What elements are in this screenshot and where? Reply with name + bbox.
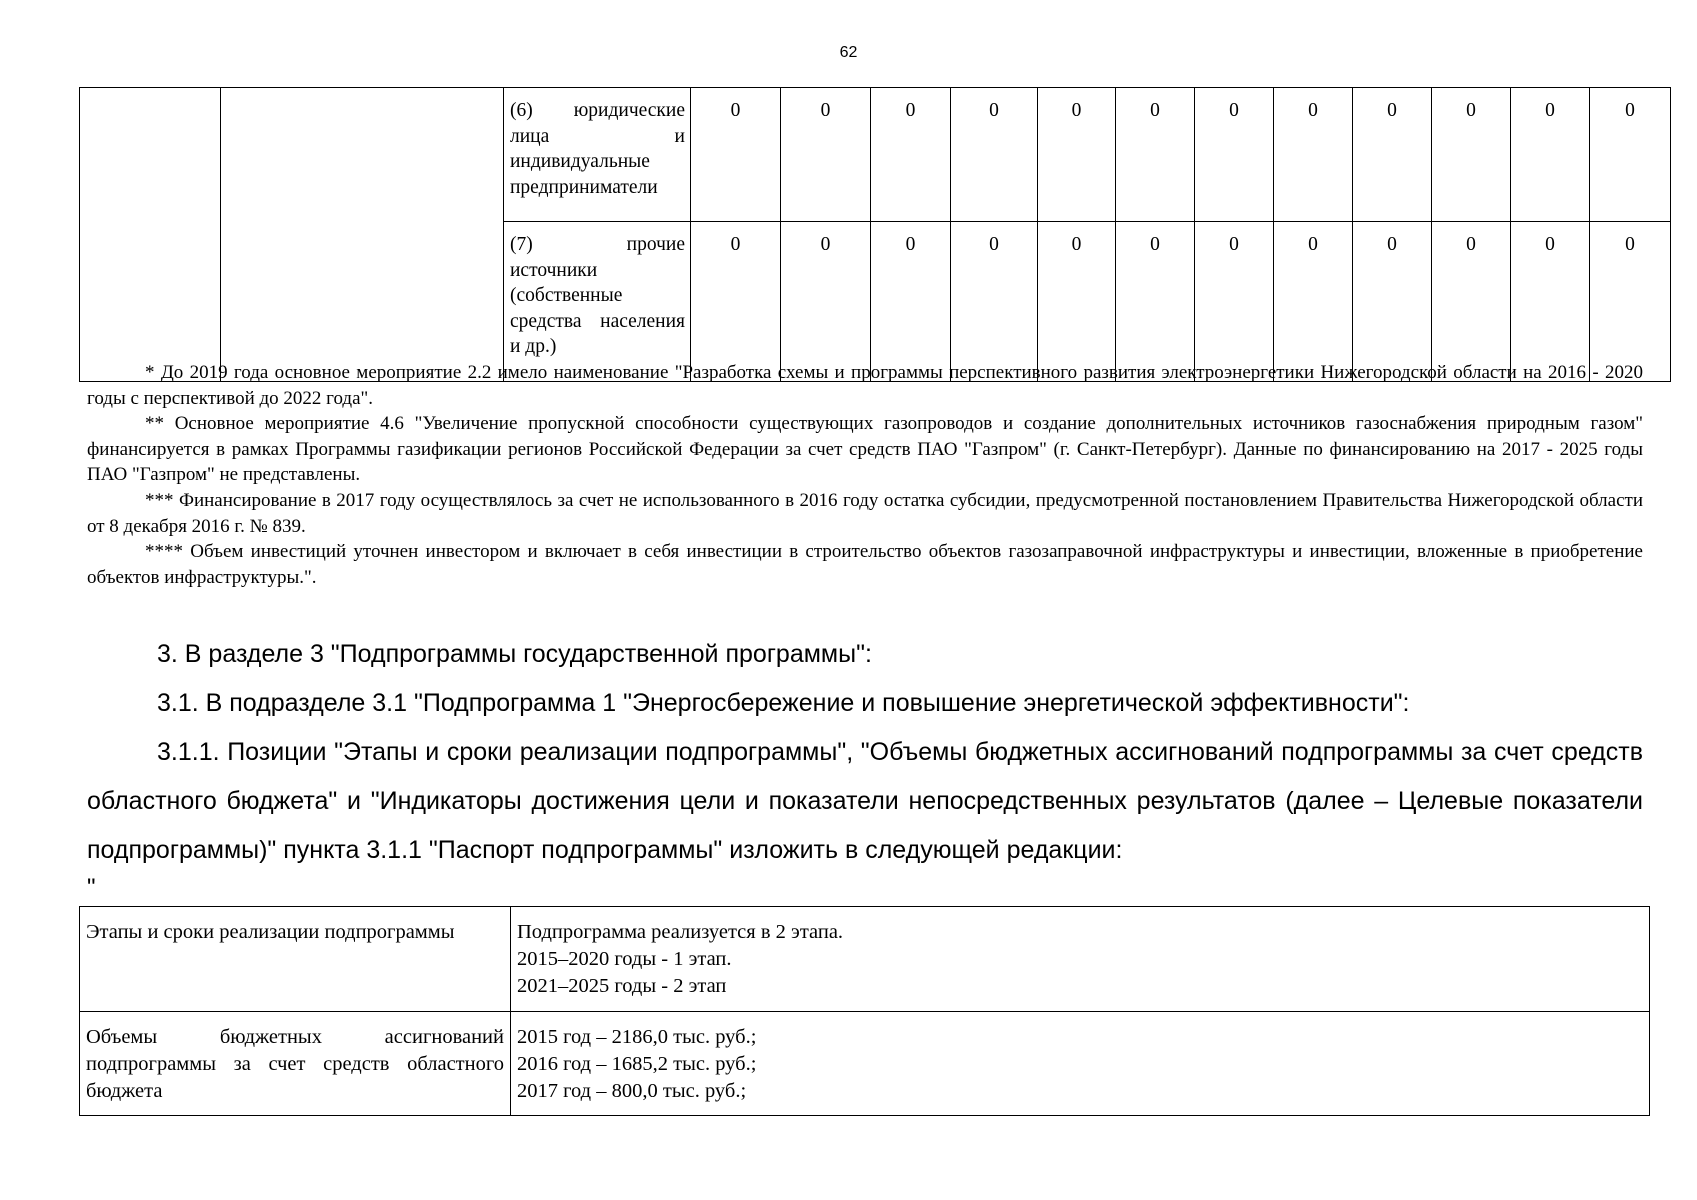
source-cell: (6) юридические лица и индивидуальные предприниматели <box>504 88 691 222</box>
footnote: * До 2019 года основное мероприятие 2.2 имело наименование "Разработка схемы и программы перспективного развития электроэнергетики Нижегородской области на 2016 - 2020 годы с перспективой до 2022 года". <box>87 362 1643 409</box>
text-line: 2015–2020 годы - 1 этап. <box>517 948 732 970</box>
text-line: Подпрограмма реализуется в 2 этапа. <box>517 921 844 943</box>
value-cell: 0 <box>1511 222 1590 382</box>
label-cell: Объемы бюджетных ассигнований подпрограммы за счет средств областного бюджета <box>80 1012 511 1116</box>
value-cell: 0 <box>1038 222 1116 382</box>
paragraph: 3.1.1. Позиции "Этапы и сроки реализации подпрограммы", "Объемы бюджетных ассигнований подпрограммы за счет средств областного бюджета" и "Индикаторы достижения цели и показатели непосредственных результатов (далее – Целевые показатели подпрограммы)" пункта 3.1.1 "Паспорт подпрограммы" изложить в следующей редакции: <box>87 738 1643 864</box>
value-cell: 0 <box>1590 88 1671 222</box>
value-cell: 0 <box>1038 88 1116 222</box>
value-cell: 0 <box>951 222 1038 382</box>
value-cell: 0 <box>871 222 951 382</box>
empty-cell <box>221 88 504 382</box>
footnotes <box>87 360 1643 590</box>
table-row <box>80 907 1650 1012</box>
value-cell: 0 <box>1590 222 1671 382</box>
empty-cell <box>80 88 221 382</box>
source-cell: (7) прочие источники (собственные средства населения и др.) <box>504 222 691 382</box>
page-number: 62 <box>839 44 858 61</box>
table-row <box>80 1012 1650 1116</box>
value-cell: 0 <box>691 222 781 382</box>
footnote: **** Объем инвестиций уточнен инвестором и включает в себя инвестиции в строительство объектов газозаправочной инфраструктуры и инвестиции, вложенные в приобретение объектов инфраструктуры.". <box>87 541 1643 588</box>
value-cell: 0 <box>1116 88 1195 222</box>
value-cell: 0 <box>1432 222 1511 382</box>
value-cell: 0 <box>1274 222 1353 382</box>
value-cell: 0 <box>1195 222 1274 382</box>
label-cell: Этапы и сроки реализации подпрограммы <box>80 907 511 1012</box>
value-cell: 0 <box>1353 222 1432 382</box>
value-cell <box>511 1012 1650 1116</box>
value-cell: 0 <box>1353 88 1432 222</box>
value-cell: 0 <box>781 88 871 222</box>
body-text <box>87 630 1643 875</box>
value-cell: 0 <box>1511 88 1590 222</box>
text-line: 2015 год – 2186,0 тыс. руб.; <box>517 1026 757 1048</box>
value-cell: 0 <box>1116 222 1195 382</box>
paragraph: 3. В разделе 3 "Подпрограммы государственной программы": <box>157 640 872 668</box>
text-line: 2017 год – 800,0 тыс. руб.; <box>517 1080 747 1102</box>
value-cell: 0 <box>1432 88 1511 222</box>
footnote: ** Основное мероприятие 4.6 "Увеличение пропускной способности существующих газопроводов и создание дополнительных источников газоснабжения природным газом" финансируется в рамках Программы газификации регионов Российской Федерации за счет средств ПАО "Газпром" (г. Санкт-Петербург). Данные по финансированию на 2017 - 2025 годы ПАО "Газпром" не представлены. <box>87 413 1643 486</box>
financing-table <box>79 87 1671 382</box>
value-cell: 0 <box>691 88 781 222</box>
value-cell <box>511 907 1650 1012</box>
text-line: 2021–2025 годы - 2 этап <box>517 975 727 997</box>
table-row <box>80 88 1671 222</box>
footnote: *** Финансирование в 2017 году осуществлялось за счет не использованного в 2016 году остатка субсидии, предусмотренной постановлением Правительства Нижегородской области от 8 декабря 2016 г. № 839. <box>87 489 1643 537</box>
opening-quote: " <box>87 874 96 901</box>
passport-table <box>79 906 1650 1116</box>
value-cell: 0 <box>951 88 1038 222</box>
value-cell: 0 <box>1195 88 1274 222</box>
paragraph: 3.1. В подразделе 3.1 "Подпрограмма 1 "Энергосбережение и повышение энергетической эффективности": <box>157 689 1410 717</box>
value-cell: 0 <box>871 88 951 222</box>
text-line: 2016 год – 1685,2 тыс. руб.; <box>517 1053 757 1075</box>
value-cell: 0 <box>781 222 871 382</box>
value-cell: 0 <box>1274 88 1353 222</box>
